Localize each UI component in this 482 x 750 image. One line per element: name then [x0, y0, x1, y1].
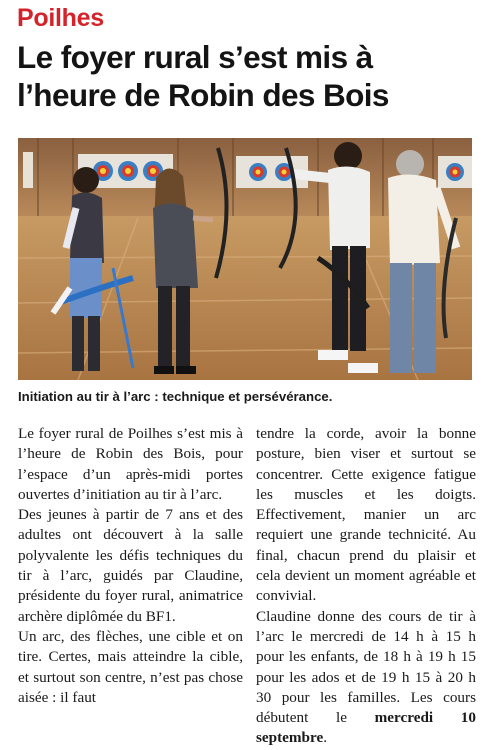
- schedule-end-punct: .: [323, 729, 327, 747]
- paragraph-participants: Des jeunes à partir de 7 ans et des adultes ont découvert à la salle polyvalente les défis techniques du tir à l’arc, guidés par Claudine, présidente du foyer rural, animatrice archère diplômée du BF1.: [18, 506, 243, 625]
- archery-scene-image: [18, 138, 472, 380]
- paragraph-technique: Un arc, des flèches, une cible et on tire. Certes, mais atteindre la cible, et surtout son centre, n’est pas chose aisée : il faut: [18, 627, 243, 706]
- schedule-text: Claudine donne des cours de tir à l’arc le mercredi de 14 h à 15 h pour les enfants, de 18 h à 19 h 15 pour les ados et de 19 h 15 à 20 h 30 pour les familles. Les cours débutent le: [256, 607, 476, 727]
- headline-line-2: l’heure de Robin des Bois: [17, 77, 389, 113]
- body-column-2: [256, 424, 476, 749]
- article-photo: [18, 138, 472, 380]
- paragraph-concentration: tendre la corde, avoir la bonne posture, bien viser et surtout se concentrer. Cette exigence fatigue les muscles et les doigts. Effectivement, manier un arc requiert une grande technicité. Au final, chacun prend du plaisir et cela devient un moment agréable et convivial.: [256, 425, 476, 605]
- photo-caption: Initiation au tir à l’arc : technique et persévérance.: [18, 389, 333, 404]
- start-date: mercredi 10 septembre: [256, 709, 476, 747]
- headline-line-1: Le foyer rural s’est mis à: [17, 39, 373, 75]
- section-kicker: Poilhes: [17, 4, 104, 32]
- article-headline: [17, 38, 477, 114]
- body-column-1: [18, 424, 243, 708]
- paragraph-schedule: [256, 607, 476, 749]
- paragraph-intro: Le foyer rural de Poilhes s’est mis à l’heure de Robin des Bois, pour l’espace d’un après-midi portes ouvertes d’initiation au tir à l’arc.: [18, 425, 243, 503]
